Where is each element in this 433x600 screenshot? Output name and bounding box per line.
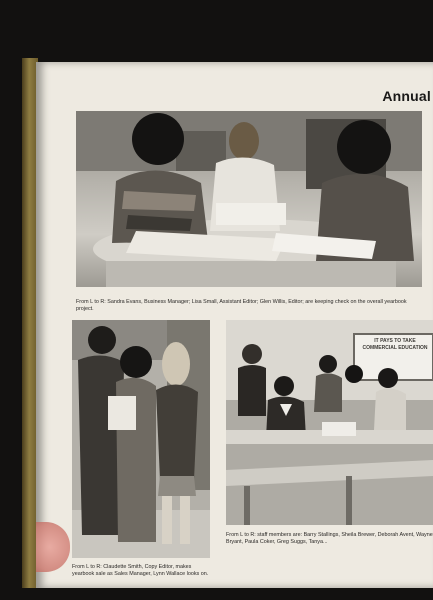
photo-scene [76,111,422,287]
photo-scene [72,320,210,558]
page-heading: Annual [382,88,431,104]
photo-annual-staff-table [76,111,422,287]
photo-yearbook-sale [72,320,210,558]
commercial-education-sign: IT PAYS TO TAKE COMMERCIAL EDUCATION [362,338,428,351]
caption-bottom-left-photo: From L to R: Claudette Smith, Copy Editor, makes yearbook sale as Sales Manager, Lynn Wallace looks on. [72,564,209,577]
yearbook-page [36,62,433,588]
caption-bottom-right-photo: From L to R: staff members are: Barry Stallings, Sheila Brewer, Deborah Avent, Wayne Bryant, Paula Coker, Greg Suggs, Tanya... [226,532,433,545]
photo-staff-typing-room [226,320,433,525]
caption-top-photo: From L to R: Sandra Evans, Business Manager; Lisa Small, Assistant Editor; Glen Willis, Editor; are keeping check on the overall yearbook project. [76,299,407,312]
